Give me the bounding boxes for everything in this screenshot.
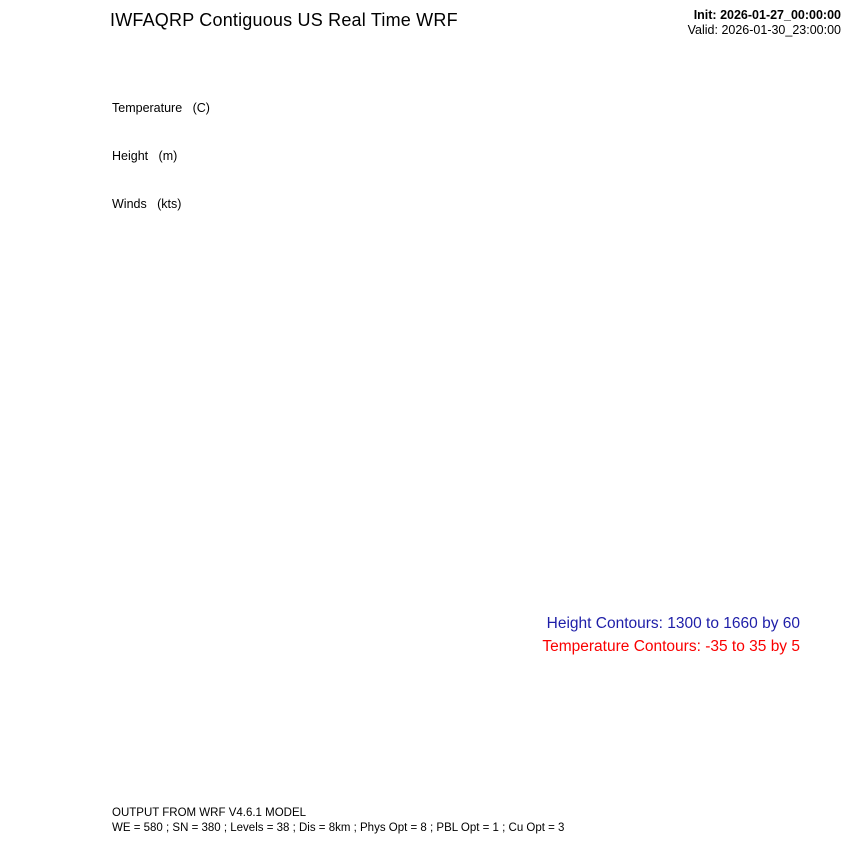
model-info [112,806,564,836]
model-info-line2: WE = 580 ; SN = 380 ; Levels = 38 ; Dis = 8km ; Phys Opt = 8 ; PBL Opt = 1 ; Cu Opt = 3 [112,822,565,834]
init-time: Init: 2026-01-27_00:00:00 [693,8,841,22]
height-contour-info: Height Contours: 1300 to 1660 by 60 [546,615,800,632]
model-info-line1: OUTPUT FROM WRF V4.6.1 MODEL [112,807,307,819]
legend-winds: Winds (kts) [112,197,182,211]
valid-time: Valid: 2026-01-30_23:00:00 [687,23,841,37]
contour-legend [542,612,800,658]
page-title: IWFAQRP Contiguous US Real Time WRF [110,10,458,30]
legend-temperature: Temperature (C) [112,101,210,115]
legend-height: Height (m) [112,149,178,163]
temperature-contour-info: Temperature Contours: -35 to 35 by 5 [542,638,800,655]
